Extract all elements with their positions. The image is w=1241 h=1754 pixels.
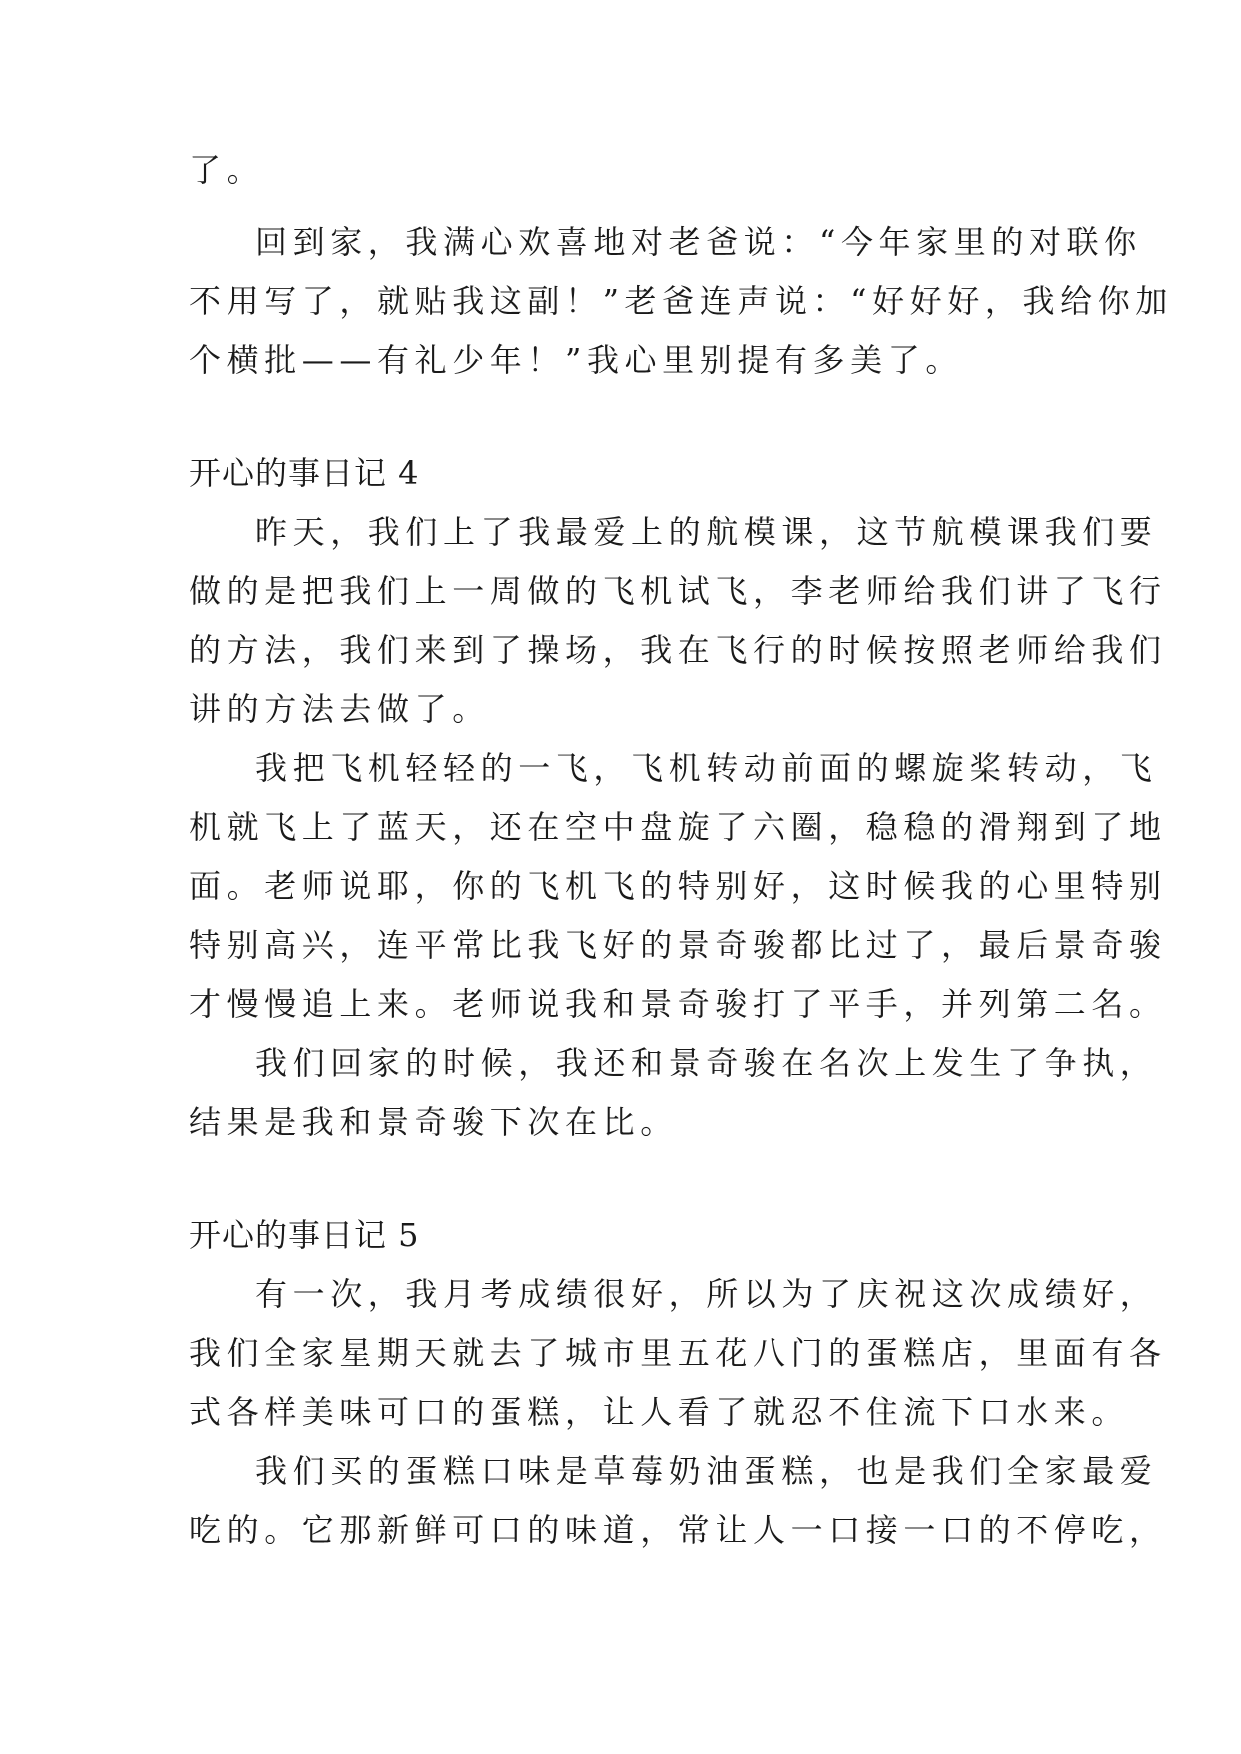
text-line: 讲的方法去做了。	[189, 690, 490, 728]
section-heading: 开心的事日记 5	[189, 1216, 420, 1254]
text-line: 吃的。它那新鲜可口的味道，常让人一口接一口的不停吃，	[189, 1511, 1167, 1549]
text-line: 个横批——有礼少年！”我心里别提有多美了。	[189, 341, 963, 379]
paragraph-start-line: 有一次，我月考成绩很好，所以为了庆祝这次成绩好，	[255, 1275, 1158, 1313]
text-line: 我们全家星期天就去了城市里五花八门的蛋糕店，里面有各	[189, 1334, 1167, 1372]
text-line: 结果是我和景奇骏下次在比。	[189, 1103, 678, 1141]
text-line: 式各样美味可口的蛋糕，让人看了就忍不住流下口水来。	[189, 1393, 1130, 1431]
text-line: 做的是把我们上一周做的飞机试飞，李老师给我们讲了飞行	[189, 572, 1167, 610]
paragraph-start-line: 昨天，我们上了我最爱上的航模课，这节航模课我们要	[255, 513, 1158, 551]
text-line: 机就飞上了蓝天，还在空中盘旋了六圈，稳稳的滑翔到了地	[189, 808, 1167, 846]
paragraph-start-line: 我们回家的时候，我还和景奇骏在名次上发生了争执，	[255, 1044, 1158, 1082]
text-line: 才慢慢追上来。老师说我和景奇骏打了平手，并列第二名。	[189, 985, 1167, 1023]
paragraph-start-line: 我们买的蛋糕口味是草莓奶油蛋糕，也是我们全家最爱	[255, 1452, 1158, 1490]
text-line: 特别高兴，连平常比我飞好的景奇骏都比过了，最后景奇骏	[189, 926, 1167, 964]
text-line: 不用写了，就贴我这副！”老爸连声说：“好好好，我给你加	[189, 282, 1173, 320]
section-heading: 开心的事日记 4	[189, 454, 420, 492]
text-line: 的方法，我们来到了操场，我在飞行的时候按照老师给我们	[189, 631, 1167, 669]
paragraph-start-line: 回到家，我满心欢喜地对老爸说：“今年家里的对联你	[255, 223, 1142, 261]
paragraph-start-line: 我把飞机轻轻的一飞，飞机转动前面的螺旋桨转动，飞	[255, 749, 1158, 787]
text-line: 面。老师说耶，你的飞机飞的特别好，这时候我的心里特别	[189, 867, 1167, 905]
text-line: 了。	[189, 151, 265, 189]
